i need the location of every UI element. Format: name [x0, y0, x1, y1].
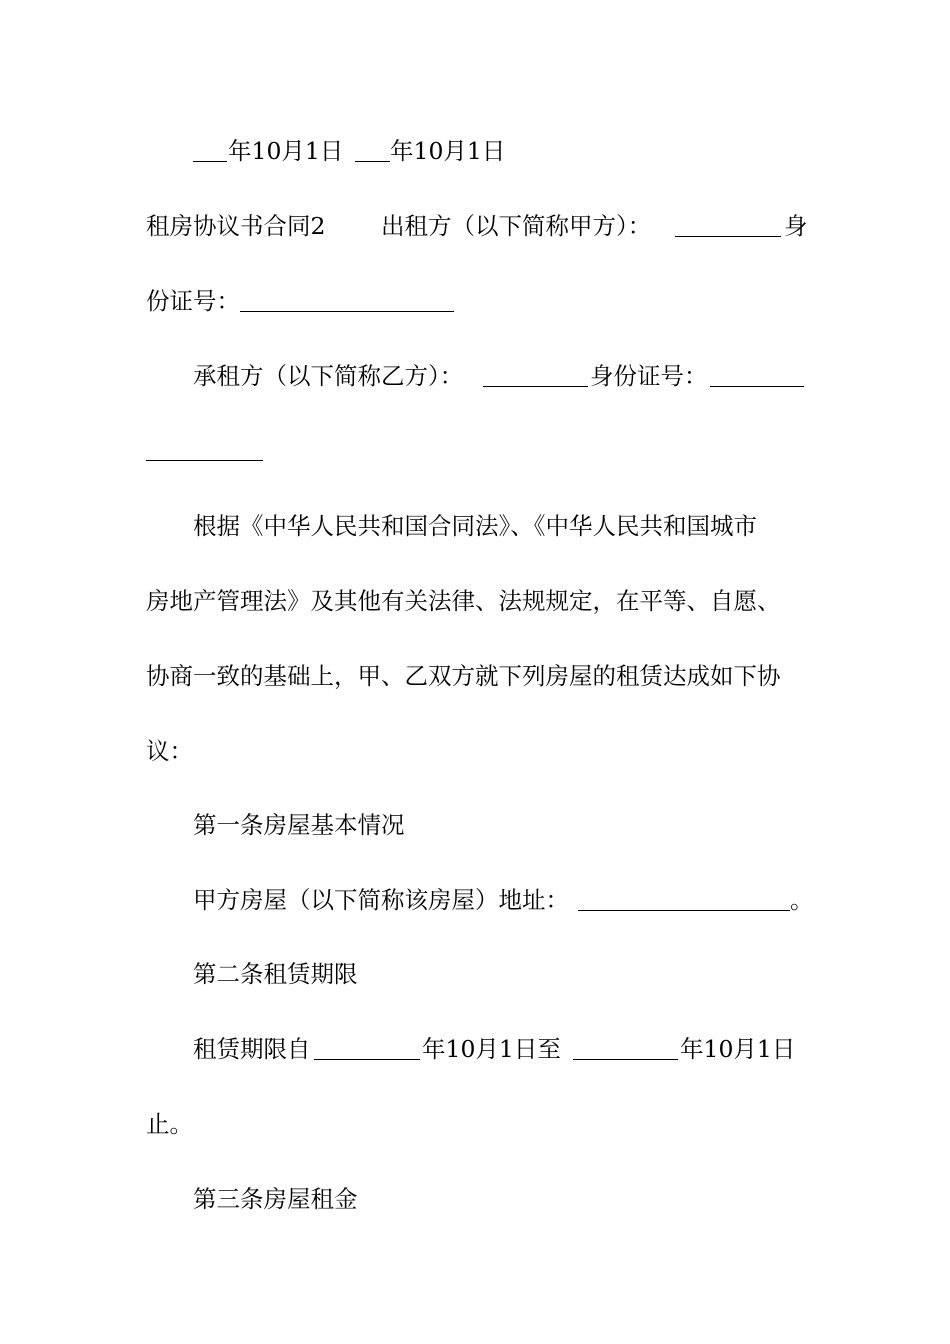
document-title: 租房协议书合同2: [146, 212, 326, 240]
preamble-line-4: [0, 734, 950, 768]
article3-heading: 第三条房屋租金: [193, 1185, 358, 1213]
address-end: 。: [790, 886, 814, 914]
date-line: [0, 134, 950, 168]
preamble-line-3: [0, 659, 950, 693]
lessor-name-blank: [675, 209, 781, 243]
date-blank-1: [193, 134, 227, 168]
lessee-label: 承租方（以下简称乙方）：: [193, 362, 464, 390]
lessor-id-line: [0, 284, 950, 318]
date-blank-2: [355, 134, 390, 168]
article1-heading: 第一条房屋基本情况: [193, 811, 405, 839]
preamble-text-4: 议：: [146, 737, 193, 765]
article2-heading-line: [0, 957, 950, 991]
article1-heading-line: [0, 808, 950, 842]
lessee-id-blank-b: [146, 460, 263, 461]
term-end-blank: [573, 1032, 678, 1066]
article3-heading-line: [0, 1182, 950, 1216]
lessor-id-label-start: 身: [784, 212, 808, 240]
address-label: 甲方房屋（以下简称该房屋）地址：: [193, 886, 569, 914]
article2-heading: 第二条租赁期限: [193, 960, 358, 988]
preamble-text-2: 房地产管理法》及其他有关法律、法规规定，在平等、自愿、: [146, 587, 781, 615]
preamble-text-3: 协商一致的基础上，甲、乙双方就下列房屋的租赁达成如下协: [146, 662, 781, 690]
lessee-name-blank: [483, 359, 588, 393]
term-start-label: 租赁期限自: [193, 1035, 311, 1063]
article1-address-line: [0, 883, 950, 917]
term-start-blank: [314, 1032, 420, 1066]
article2-tail-line: [0, 1107, 950, 1141]
lessee-id-label: 身份证号：: [590, 362, 708, 390]
preamble-line-2: [0, 584, 950, 618]
lessee-line: [0, 359, 950, 393]
title-lessor-line: [0, 209, 950, 243]
lessor-id-label-end: 份证号：: [146, 287, 240, 315]
article2-term-line: [0, 1032, 950, 1066]
lessee-id-blank-a: [710, 359, 804, 393]
lessor-id-blank: [240, 284, 454, 318]
lessor-label: 出租方（以下简称甲方）：: [381, 212, 652, 240]
preamble-line-1: [0, 509, 950, 543]
address-blank: [578, 883, 790, 917]
term-tail: 止。: [146, 1110, 193, 1138]
preamble-text-1: 根据《中华人民共和国合同法》、《中华人民共和国城市: [193, 512, 757, 540]
term-end-label: 年10月1日: [680, 1035, 796, 1063]
term-mid-label: 年10月1日至: [422, 1035, 561, 1063]
date-text-1: 年10月1日: [228, 137, 344, 165]
date-text-2: 年10月1日: [390, 137, 506, 165]
